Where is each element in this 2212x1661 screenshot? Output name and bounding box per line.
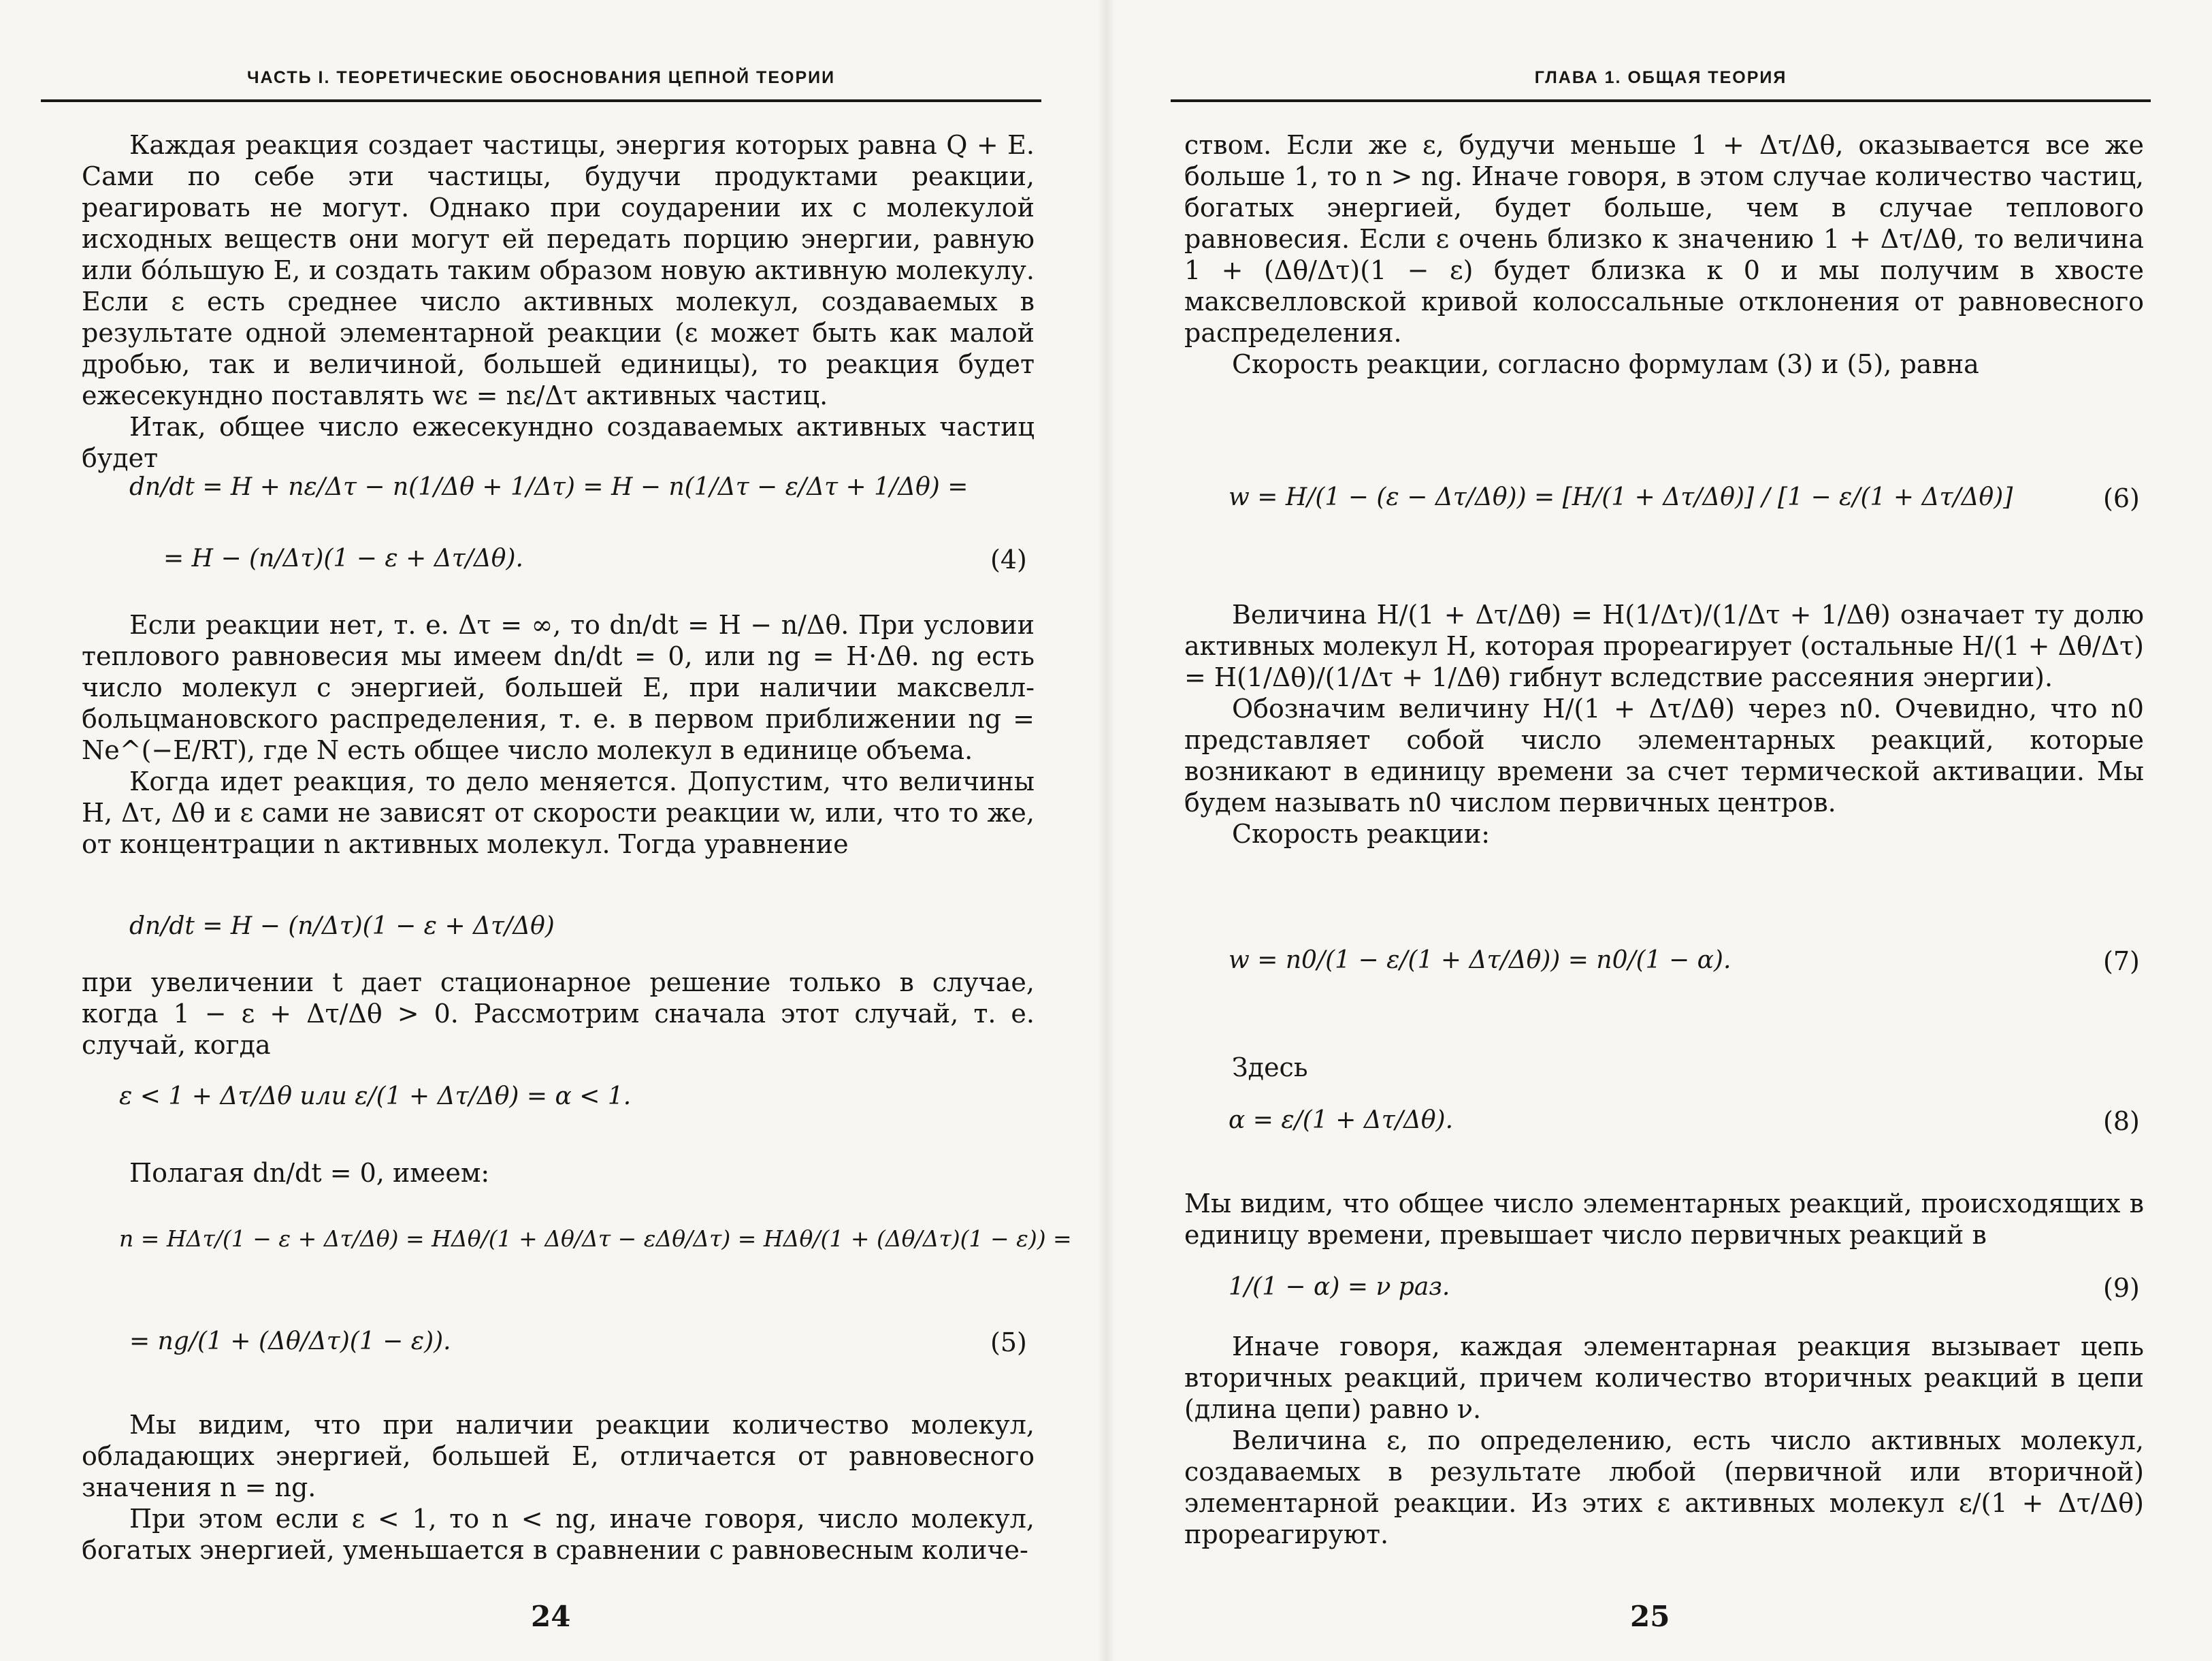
paragraph: Если реакции нет, т. е. Δτ = ∞, то dn/dt = H − n/Δθ. При условии теплового равновесия мы имеем dn/dt = 0, или ng = H·Δθ. ng есть число молекул с энергией, большей E, при наличии максвелл-больцмановского распределения, т. е. в первом приближении ng = Ne^(−E/RT), где N есть общее число молекул в единице объема. — [82, 610, 1035, 765]
paragraph: Скорость реакции: — [1232, 819, 1491, 849]
header-rule-left — [41, 99, 1041, 102]
running-header-right: ГЛАВА 1. ОБЩАЯ ТЕОРИЯ — [1534, 68, 1787, 87]
equation-number: (4) — [990, 545, 1027, 575]
equation-7: w = n0/(1 − ε/(1 + Δτ/Δθ)) = n0/(1 − α). — [1229, 946, 1731, 974]
paragraph: Полагая dn/dt = 0, имеем: — [129, 1158, 490, 1188]
right-text-here — [1184, 1052, 2144, 1083]
paragraph: Мы видим, что общее число элементарных реакций, происходящих в единицу времени, превышает число первичных реакций в — [1184, 1189, 2144, 1250]
paragraph: Здесь — [1232, 1052, 1308, 1082]
equation-5-line-1: n = HΔτ/(1 − ε + Δτ/Δθ) = HΔθ/(1 + Δθ/Δτ − εΔθ/Δτ) = HΔθ/(1 + (Δθ/Δτ)(1 − ε)) = — [119, 1225, 1072, 1252]
right-text-bottom — [1184, 1331, 2144, 1550]
equation-4-line-2: = H − (n/Δτ)(1 − ε + Δτ/Δθ). — [163, 545, 523, 573]
left-text-bottom — [82, 1409, 1035, 1566]
paragraph: При этом если ε < 1, то n < ng, иначе говоря, число молекул, богатых энергией, уменьшается в сравнении с равновесным количе- — [82, 1504, 1035, 1565]
paragraph: Иначе говоря, каждая элементарная реакция вызывает цепь вторичных реакций, причем количество вторичных реакций в цепи (длина цепи) равно ν. — [1184, 1332, 2144, 1424]
equation-8: α = ε/(1 + Δτ/Δθ). — [1229, 1106, 1454, 1134]
paragraph: Обозначим величину H/(1 + Δτ/Δθ) через n0. Очевидно, что n0 представляет собой число элементарных реакций, которые возникают в единицу времени за счет термической активации. Мы будем называть n0 числом первичных центров. — [1184, 694, 2144, 818]
paragraph: Мы видим, что при наличии реакции количество молекул, обладающих энергией, большей E, отличается от равновесного значения n = ng. — [82, 1410, 1035, 1502]
equation-number: (9) — [2103, 1273, 2140, 1303]
left-text-top — [82, 129, 1035, 474]
page-number-right: 25 — [1630, 1600, 1670, 1633]
right-text-mid — [1184, 599, 2144, 850]
left-text-p6 — [82, 1157, 1035, 1189]
equation-number: (5) — [990, 1327, 1027, 1357]
right-text-p7 — [1184, 1188, 2144, 1251]
equation-number: (6) — [2103, 483, 2140, 513]
paragraph: Итак, общее число ежесекундно создаваемых активных частиц будет — [82, 412, 1035, 473]
right-page — [1106, 0, 2212, 1661]
right-text-top — [1184, 129, 2144, 380]
equation-5-line-2: = ng/(1 + (Δθ/Δτ)(1 − ε)). — [129, 1327, 451, 1355]
paragraph: Каждая реакция создает частицы, энергия которых равна Q + E. Сами по себе эти частицы, будучи продуктами реакции, реагировать не могут. Однако при соударении их с молекулой исходных веществ они могут ей передать порцию энергии, равную или бо́льшую E, и создать таким образом новую активную молекулу. Если ε есть среднее число активных молекул, создаваемых в результате одной элементарной реакции (ε может быть как малой дробью, так и величиной, большей единицы), то реакция будет ежесекундно поставлять wε = nε/Δτ активных частиц. — [82, 130, 1035, 410]
paragraph: Когда идет реакция, то дело меняется. Допустим, что величины H, Δτ, Δθ и ε сами не зависят от скорости реакции w, или, что то же, от концентрации n активных молекул. Тогда уравнение — [82, 767, 1035, 859]
equation-9: 1/(1 − α) = ν раз. — [1229, 1273, 1450, 1301]
left-text-cond — [82, 967, 1035, 1061]
page-number-left: 24 — [531, 1600, 571, 1633]
paragraph: при увеличении t дает стационарное решение только в случае, когда 1 − ε + Δτ/Δθ > 0. Рассмотрим сначала этот случай, т. е. случай, когда — [82, 967, 1035, 1060]
paragraph: Величина H/(1 + Δτ/Δθ) = H(1/Δτ)/(1/Δτ + 1/Δθ) означает ту долю активных молекул H, которая прореагирует (остальные H/(1 + Δθ/Δτ) = H(1/Δθ)/(1/Δτ + 1/Δθ) гибнут вследствие рассеяния энергии). — [1184, 600, 2144, 692]
paragraph: Скорость реакции, согласно формулам (3) и (5), равна — [1232, 349, 1979, 379]
left-text-mid — [82, 609, 1035, 860]
equation-6: w = H/(1 − (ε − Δτ/Δθ)) = [H/(1 + Δτ/Δθ)] / [1 − ε/(1 + Δτ/Δθ)] — [1229, 483, 2013, 511]
running-header-left: ЧАСТЬ I. ТЕОРЕТИЧЕСКИЕ ОБОСНОВАНИЯ ЦЕПНОЙ ТЕОРИИ — [246, 68, 836, 87]
equation-condition: ε < 1 + Δτ/Δθ или ε/(1 + Δτ/Δθ) = α < 1. — [119, 1082, 632, 1110]
paragraph: ством. Если же ε, будучи меньше 1 + Δτ/Δθ, оказывается все же больше 1, то n > ng. Иначе говоря, в этом случае количество частиц, богатых энергией, будет больше, чем в случае теплового равновесия. Если ε очень близко к значению 1 + Δτ/Δθ, то величина 1 + (Δθ/Δτ)(1 − ε) будет близка к 0 и мы получим в хвосте максвелловской кривой колоссальные отклонения от равновесного распределения. — [1184, 130, 2144, 348]
equation-mid: dn/dt = H − (n/Δτ)(1 − ε + Δτ/Δθ) — [129, 912, 555, 940]
equation-number: (7) — [2103, 946, 2140, 976]
header-rule-right — [1171, 99, 2151, 102]
equation-number: (8) — [2103, 1106, 2140, 1136]
equation-4-line-1: dn/dt = H + nε/Δτ − n(1/Δθ + 1/Δτ) = H − n(1/Δτ − ε/Δτ + 1/Δθ) = — [129, 473, 969, 501]
paragraph: Величина ε, по определению, есть число активных молекул, создаваемых в результате любой (первичной или вторичной) элементарной реакции. Из этих ε активных молекул ε/(1 + Δτ/Δθ) прореагируют. — [1184, 1425, 2144, 1549]
